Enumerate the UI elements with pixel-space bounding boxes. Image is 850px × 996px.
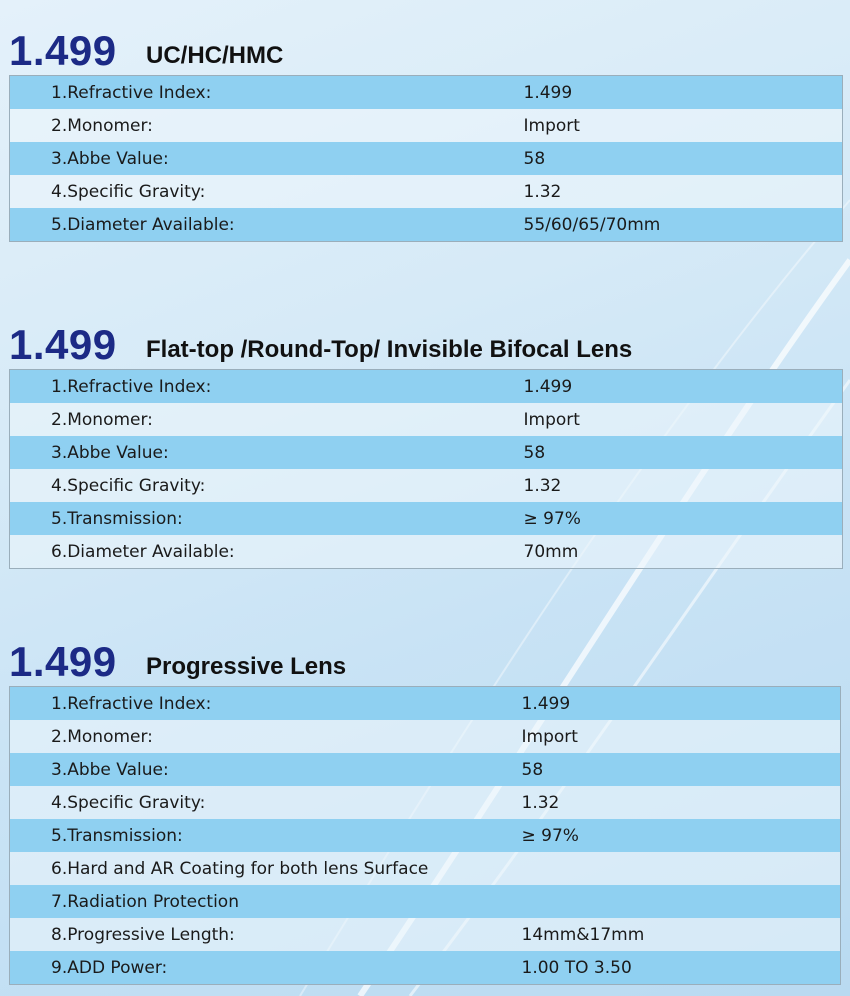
section-heading [9, 303, 843, 369]
table-row [10, 370, 843, 404]
section-progressive-lens [9, 620, 841, 985]
spec-value: 55/60/65/70mm [523, 214, 661, 235]
section-bifocal-lens [9, 303, 843, 569]
section-title: UC/HC/HMC [146, 42, 284, 69]
section-heading [9, 620, 841, 686]
spec-label: 1.Refractive Index: [51, 376, 212, 397]
spec-label: 1.Refractive Index: [51, 693, 212, 714]
spec-label: 5.Transmission: [51, 825, 183, 846]
spec-value: Import [521, 726, 578, 747]
table-row [10, 852, 841, 885]
spec-table [9, 686, 841, 985]
spec-label: 7.Radiation Protection [51, 891, 239, 912]
table-row [10, 109, 843, 142]
section-title: Progressive Lens [146, 653, 347, 680]
spec-label: 4.Specific Gravity: [51, 475, 206, 496]
table-row [10, 142, 843, 175]
spec-label: 2.Monomer: [51, 726, 153, 747]
spec-label: 4.Specific Gravity: [51, 792, 206, 813]
spec-label: 3.Abbe Value: [51, 759, 169, 780]
table-row [10, 753, 841, 786]
spec-value: 1.32 [523, 181, 562, 202]
spec-label: 6.Diameter Available: [51, 541, 235, 562]
table-row [10, 951, 841, 985]
section-heading [9, 9, 843, 75]
section-uc-hc-hmc [9, 9, 843, 242]
spec-value: 1.32 [523, 475, 562, 496]
spec-value: 1.32 [521, 792, 560, 813]
table-row [10, 469, 843, 502]
table-row [10, 687, 841, 721]
spec-value: 58 [521, 759, 544, 780]
spec-value: 1.499 [521, 693, 571, 714]
spec-label: 3.Abbe Value: [51, 148, 169, 169]
index-number: 1.499 [9, 638, 117, 685]
spec-label: 2.Monomer: [51, 115, 153, 136]
table-row [10, 720, 841, 753]
spec-label: 3.Abbe Value: [51, 442, 169, 463]
spec-value: 1.00 TO 3.50 [521, 957, 632, 978]
spec-value: Import [523, 115, 580, 136]
table-row [10, 502, 843, 535]
spec-value: 1.499 [523, 82, 573, 103]
spec-value: ≥ 97% [523, 508, 581, 529]
spec-label: 4.Specific Gravity: [51, 181, 206, 202]
index-number: 1.499 [9, 321, 117, 368]
table-row [10, 786, 841, 819]
spec-label: 5.Diameter Available: [51, 214, 235, 235]
spec-value: 1.499 [523, 376, 573, 397]
table-row [10, 436, 843, 469]
table-row [10, 885, 841, 918]
spec-value: 14mm&17mm [521, 924, 645, 945]
spec-value: Import [523, 409, 580, 430]
spec-label: 6.Hard and AR Coating for both lens Surface [51, 858, 429, 879]
table-row [10, 918, 841, 951]
table-row [10, 535, 843, 569]
table-row [10, 403, 843, 436]
spec-label: 8.Progressive Length: [51, 924, 235, 945]
spec-label: 5.Transmission: [51, 508, 183, 529]
spec-label: 1.Refractive Index: [51, 82, 212, 103]
spec-label: 9.ADD Power: [51, 957, 168, 978]
spec-table [9, 75, 843, 242]
spec-table [9, 369, 843, 569]
spec-value: 58 [523, 148, 546, 169]
table-row [10, 175, 843, 208]
table-row [10, 208, 843, 242]
table-row [10, 76, 843, 110]
spec-value: 58 [523, 442, 546, 463]
spec-value: ≥ 97% [521, 825, 579, 846]
spec-label: 2.Monomer: [51, 409, 153, 430]
table-row [10, 819, 841, 852]
index-number: 1.499 [9, 27, 117, 74]
section-title: Flat-top /Round-Top/ Invisible Bifocal Lens [146, 336, 633, 363]
spec-value: 70mm [523, 541, 579, 562]
